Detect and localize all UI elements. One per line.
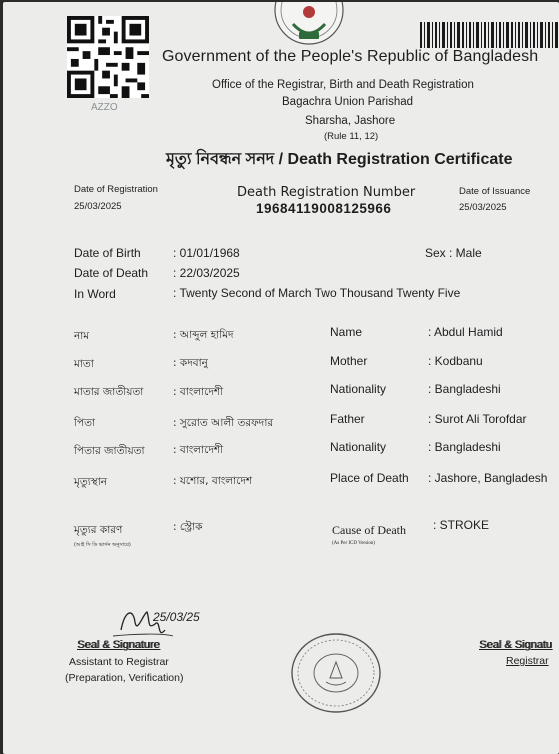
mother-bn-label: মাতা xyxy=(74,358,94,370)
place-of-death-en-value: : Jashore, Bangladesh xyxy=(428,471,548,485)
place-of-death-bn-value: : যশোর, বাংলাদেশ xyxy=(173,475,253,487)
registration-number-value: 19684119008125966 xyxy=(256,201,392,216)
name-bn-label: নাম xyxy=(74,330,90,342)
sex-value: Sex : Male xyxy=(425,246,482,260)
place-of-death-en-label: Place of Death xyxy=(330,471,409,485)
father-nationality-en-label: Nationality xyxy=(330,440,387,454)
government-emblem-icon xyxy=(273,2,345,48)
in-word-value: : Twenty Second of March Two Thousand Twenty Five xyxy=(173,286,461,300)
father-bn-label: পিতা xyxy=(74,417,96,429)
certificate-title: মৃত্যু নিবন্ধন সনদ / Death Registration Certificate xyxy=(166,151,513,168)
registration-date-label: Date of Registration xyxy=(74,184,158,195)
barcode-icon xyxy=(420,22,559,48)
registration-date-value: 25/03/2025 xyxy=(74,201,122,212)
father-bn-value: : সুরোত আলী তরফদার xyxy=(173,417,274,429)
place-of-death-bn-label: মৃত্যুস্থান xyxy=(74,476,108,488)
cause-en-value: : STROKE xyxy=(433,518,490,532)
issuance-date-label: Date of Issuance xyxy=(459,186,531,197)
mother-nationality-bn-value: : বাংলাদেশী xyxy=(173,386,224,398)
cause-bn-note: (আই সি ডি ভার্সন অনুসারে) xyxy=(74,542,131,548)
government-heading: Government of the People's Republic of Bangladesh xyxy=(162,48,539,65)
cause-en-label: Cause of Death xyxy=(332,523,406,537)
right-seal-signature: Seal & Signatu xyxy=(479,639,552,651)
dob-label: Date of Birth xyxy=(74,246,141,260)
father-en-label: Father xyxy=(330,412,365,426)
mother-nationality-bn-label: মাতার জাতীয়তা xyxy=(74,386,144,398)
father-en-value: : Surot Ali Torofdar xyxy=(428,412,527,426)
right-signatory-role: Registrar xyxy=(506,655,549,667)
name-bn-value: : আব্দুল হামিদ xyxy=(173,329,234,341)
left-signature-date: 25/03/25 xyxy=(153,610,200,624)
mother-en-label: Mother xyxy=(330,354,368,368)
name-en-value: : Abdul Hamid xyxy=(428,325,503,339)
dob-value: : 01/01/1968 xyxy=(173,246,240,260)
office-heading: Office of the Registrar, Birth and Death Registration xyxy=(212,79,474,91)
cause-bn-label: মৃত্যুর কারণ xyxy=(74,524,123,536)
dod-value: : 22/03/2025 xyxy=(173,266,240,280)
dod-label: Date of Death xyxy=(74,266,149,280)
rule-reference: (Rule 11, 12) xyxy=(324,131,379,142)
father-nationality-bn-label: পিতার জাতীয়তা xyxy=(74,445,145,457)
left-seal-signature: Seal & Signature xyxy=(77,639,160,651)
father-nationality-bn-value: : বাংলাদেশী xyxy=(173,444,224,456)
left-signatory-role: Assistant to Registrar xyxy=(69,656,169,668)
mother-bn-value: : কদবানু xyxy=(173,357,208,369)
left-signatory-note: (Preparation, Verification) xyxy=(65,672,184,684)
qr-code-icon xyxy=(67,16,149,98)
name-en-label: Name xyxy=(330,325,363,339)
issuance-date-value: 25/03/2025 xyxy=(459,202,507,213)
father-nationality-en-value: : Bangladeshi xyxy=(428,440,501,454)
union-heading: Bagachra Union Parishad xyxy=(282,96,414,108)
in-word-label: In Word xyxy=(74,287,116,301)
location-heading: Sharsha, Jashore xyxy=(305,115,396,127)
official-round-seal-icon xyxy=(290,632,382,714)
cause-en-note: (As Per ICD Version) xyxy=(332,541,376,546)
mother-nationality-en-label: Nationality xyxy=(330,382,387,396)
certificate-page xyxy=(3,2,559,754)
registration-number-label: Death Registration Number xyxy=(237,185,416,200)
qr-code-label: AZZO xyxy=(91,102,118,113)
mother-en-value: : Kodbanu xyxy=(428,354,483,368)
cause-bn-value: : স্ট্রোক xyxy=(173,521,203,533)
mother-nationality-en-value: : Bangladeshi xyxy=(428,382,501,396)
